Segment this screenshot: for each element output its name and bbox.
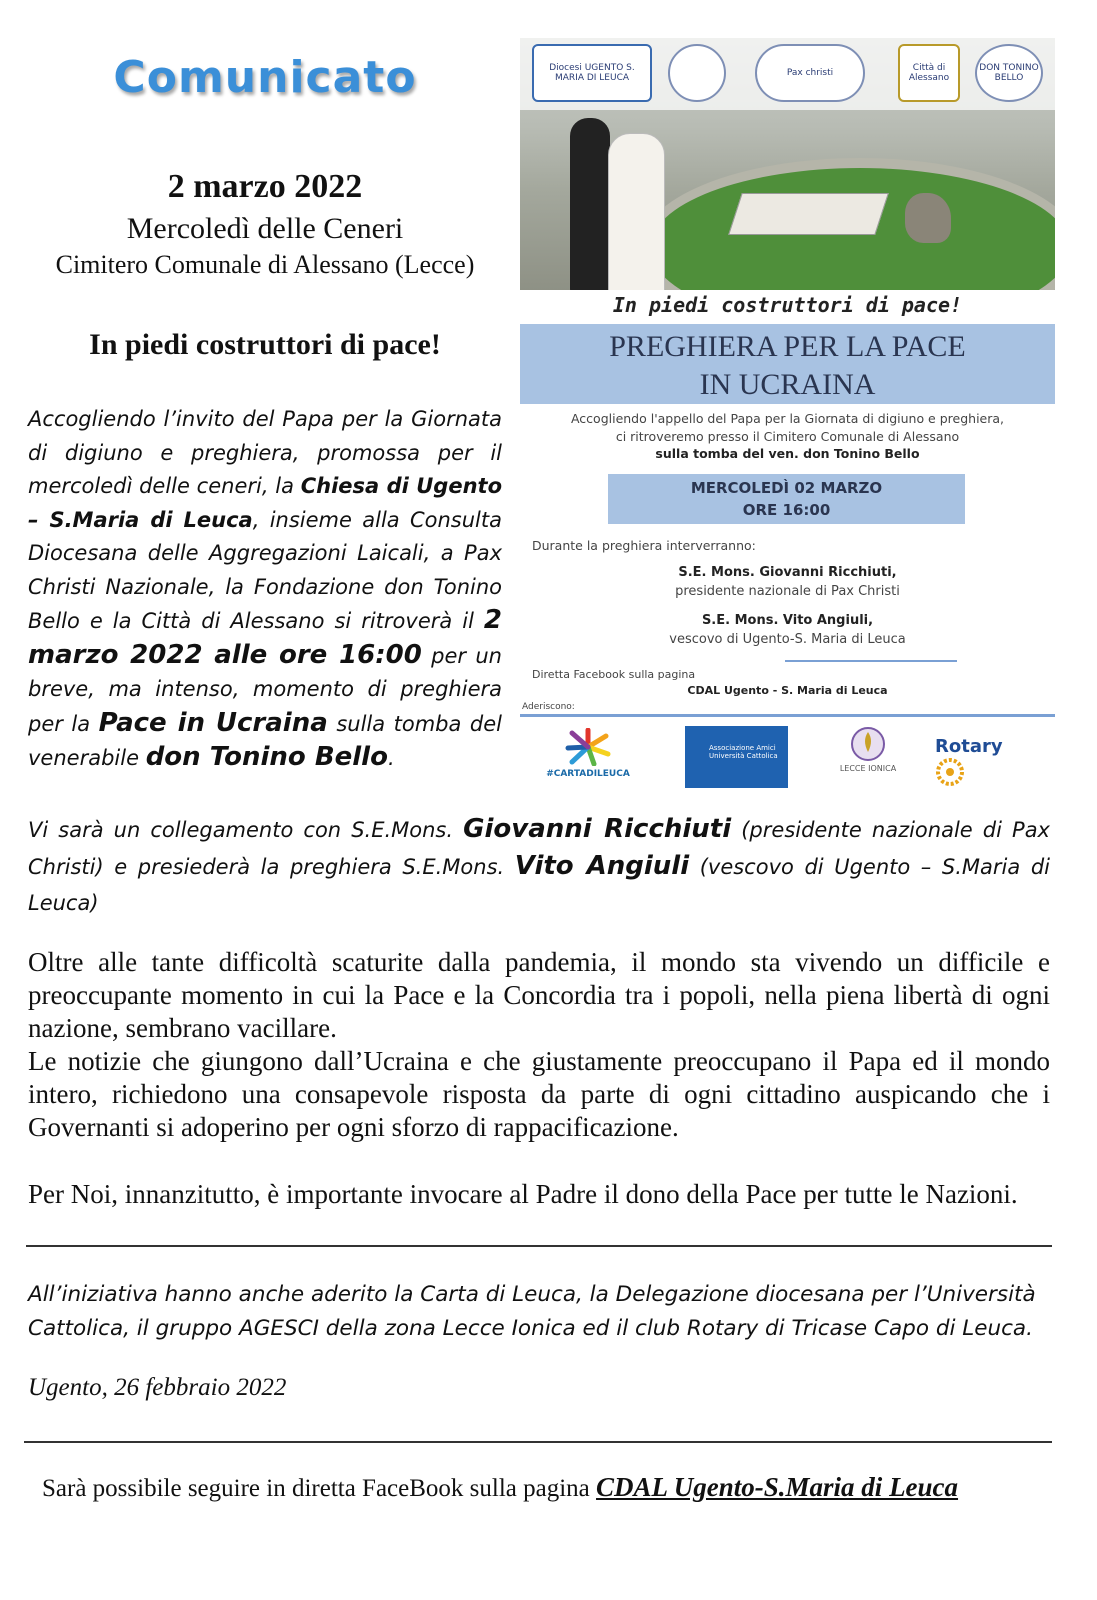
poster-facebook-page: CDAL Ugento - S. Maria di Leuca bbox=[687, 684, 888, 697]
event-day: Mercoledì delle Ceneri bbox=[126, 212, 404, 245]
poster-slogan: In piedi costruttori di pace! bbox=[612, 293, 963, 317]
agesci-logo: LECCE IONICA bbox=[838, 726, 898, 784]
poster-date-box: MERCOLEDÌ 02 MARZO ORE 16:00 bbox=[608, 474, 965, 524]
poster-speakers-label: Durante la preghiera interverranno: bbox=[532, 538, 756, 553]
event-poster bbox=[520, 38, 1055, 788]
consulta-logo bbox=[668, 44, 726, 102]
rotary-logo: Rotary bbox=[935, 736, 1035, 776]
bishop-figure bbox=[570, 118, 610, 290]
poster-speaker-angiuli: S.E. Mons. Vito Angiuli, vescovo di Ugento-S. Maria di Leuca bbox=[669, 613, 906, 647]
paxchristi-logo: Pax christi bbox=[755, 44, 865, 102]
poster-divider bbox=[520, 714, 1055, 717]
comunicato-badge: Comunicato bbox=[113, 52, 417, 103]
alessano-logo: Città di Alessano bbox=[898, 44, 960, 102]
poster-speaker-ricchiuti: S.E. Mons. Giovanni Ricchiuti, presidente nazionale di Pax Christi bbox=[675, 565, 900, 599]
poster-separator bbox=[785, 660, 957, 662]
adesioni-paragraph: All’iniziativa hanno anche aderito la Carta di Leuca, la Delegazione diocesana per l’Università Cattolica, il gruppo AGESCI della zona Lecce Ionica ed il club Rotary di Tricase Capo di Leuca. bbox=[28, 1282, 1036, 1341]
poster-aderiscono-label: Aderiscono: bbox=[522, 702, 575, 712]
footer-rule bbox=[24, 1441, 1052, 1443]
poster-facebook-label: Diretta Facebook sulla pagina bbox=[532, 668, 696, 681]
tonino-bello-logo: DON TONINO BELLO bbox=[975, 44, 1043, 102]
poster-photo bbox=[520, 38, 1055, 290]
signoff-date: Ugento, 26 febbraio 2022 bbox=[28, 1374, 287, 1401]
poster-logo-bar bbox=[520, 38, 1055, 110]
cartadileuca-logo: #CARTADILEUCA bbox=[538, 728, 638, 783]
event-location: Cimitero Comunale di Alessano (Lecce) bbox=[55, 250, 475, 279]
event-date: 2 marzo 2022 bbox=[167, 168, 363, 205]
cattolica-logo: Associazione Amici Università Cattolica bbox=[685, 726, 788, 788]
rotary-wheel-icon bbox=[935, 757, 965, 787]
tomb-shape bbox=[728, 193, 889, 235]
preghiera-paragraph: Per Noi, innanzitutto, è importante invocare al Padre il dono della Pace per tutte le Nazioni. bbox=[28, 1179, 1018, 1209]
scout-lily-icon bbox=[850, 726, 886, 762]
facebook-page-link[interactable]: CDAL Ugento-S.Maria di Leuca bbox=[596, 1472, 959, 1502]
collegamento-paragraph: Vi sarà un collegamento con S.E.Mons. Giovanni Ricchiuti (presidente nazionale di Pax Christi) e presiederà la preghiera S.E.Mons. Vito Angiuli (vescovo di Ugento – S.Maria di Leuca) bbox=[28, 814, 1050, 915]
star-icon bbox=[558, 728, 618, 766]
intro-paragraph: Accogliendo l’invito del Papa per la Giornata di digiuno e preghiera, promossa per il mercoledì delle ceneri, la Chiesa di Ugento – S.Maria di Leuca, insieme alla Consulta Diocesana delle Aggregazioni Laicali, a Pax Christi Nazionale, la Fondazione don Tonino Bello e la Città di Alessano si ritroverà il 2 marzo 2022 alle ore 16:00 per un breve, ma intenso, momento di preghiera per la Pace in Ucraina sulla tomba del venerabile don Tonino Bello. bbox=[28, 407, 503, 772]
footer-note: Sarà possibile seguire in diretta FaceBook sulla pagina CDAL Ugento-S.Maria di Leuca bbox=[42, 1472, 959, 1502]
ucraina-paragraph: Le notizie che giungono dall’Ucraina e che giustamente preoccupano il Papa ed il mondo intero, richiedono una consapevole risposta da parte di ogni cittadino auspicando che i Governanti si adoperino per ogni sforzo di rappacificazione. bbox=[28, 1046, 1050, 1142]
slogan-heading: In piedi costruttori di pace! bbox=[89, 328, 441, 361]
diocese-logo: Diocesi UGENTO S. MARIA DI LEUCA bbox=[532, 44, 652, 102]
pandemia-paragraph: Oltre alle tante difficoltà scaturite dalla pandemia, il mondo sta vivendo un difficile e preoccupante momento in cui la Pace e la Concordia tra i popoli, nella piena libertà di ogni nazione, sembrano vacillare. bbox=[28, 947, 1050, 1043]
rock-shape bbox=[905, 193, 951, 243]
divider-rule bbox=[26, 1245, 1052, 1247]
poster-title: PREGHIERA PER LA PACE IN UCRAINA bbox=[609, 330, 966, 401]
pope-figure bbox=[608, 133, 665, 290]
poster-description: Accogliendo l'appello del Papa per la Giornata di digiuno e preghiera, ci ritroveremo presso il Cimitero Comunale di Alessano sulla tomba del ven. don Tonino Bello bbox=[570, 411, 1005, 461]
